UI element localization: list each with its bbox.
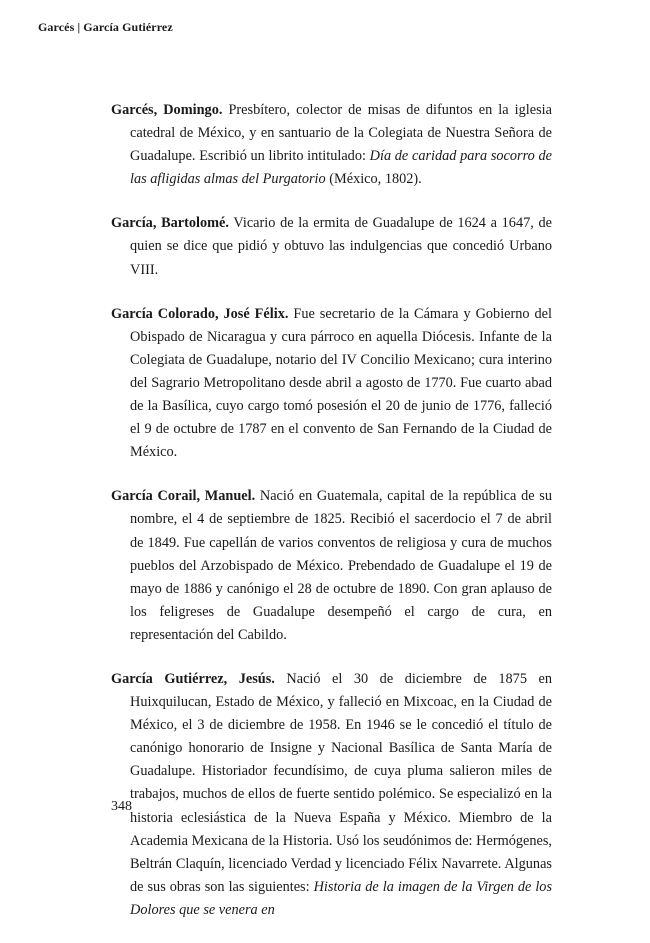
entry-headword: Garcés, Domingo. (111, 102, 223, 118)
entry-text: Fue secretario de la Cámara y Gobierno del Obispado de Nicaragua y cura párroco en aquella Diócesis. Infante de la Colegiata de Guadalupe, notario del IV Concilio Mexicano; cura interino del Sagrario Metropolitano desde abril a agosto de 1770. Fue cuarto abad de la Basílica, cuyo cargo tomó posesión el 20 de junio de 1776, falleció el 9 de octubre de 1787 en el convento de San Fernando de la Ciudad de México. (130, 305, 552, 461)
entry-text: Nació en Guatemala, capital de la república de su nombre, el 4 de septiembre de 1825. Recibió el sacerdocio el 7 de abril de 1849. Fue capellán de varios conventos de religiosa y cura de muchos pueblos del Arzobispado de México. Prebendado de Guadalupe el 19 de mayo de 1886 y canónigo el 28 de octubre de 1890. Con gran aplauso de los feligreses de Guadalupe desempeñó el cargo de cura, en representación del Cabildo. (130, 488, 552, 643)
entry-headword: García Corail, Manuel. (111, 488, 256, 505)
entry-headword: García Gutiérrez, Jesús. (111, 670, 275, 687)
entry-garcia-gutierrez (111, 668, 552, 922)
entry-headword: García, Bartolomé. (111, 215, 229, 232)
entry-garcia-colorado (111, 303, 552, 465)
entry-text: Nació el 30 de diciembre de 1875 en Huixquilucan, Estado de México, y falleció en Mixcoac, en la Ciudad de México, el 3 de diciembre de 1958. En 1946 se le concedió el título de canónigo honorario de Insigne y Nacional Basílica de Santa María de Guadalupe. Historiador fecundísimo, de cuya pluma salieron miles de trabajos, muchos de ellos de fuerte sentido polémico. Se especializó en la historia eclesiástica de la Nueva España y México. Miembro de la Academia Mexicana de la Historia. Usó los seudónimos de: Hermógenes, Beltrán Claquín, licenciado Verdad y licenciado Félix Navarrete. Algunas de sus obras son las siguientes: (130, 670, 552, 895)
entry-title-italic: Historia de la imagen de la Virgen de los Dolores que se venera en (130, 878, 553, 918)
entry-text: Presbítero, colector de misas de difuntos en la iglesia catedral de México, y en santuario de la Colegiata de Nuestra Señora de Guadalupe. Escribió un librito intitulado: (130, 102, 552, 165)
entry-garcia-bartolome (111, 212, 552, 281)
entry-headword: García Colorado, José Félix. (111, 305, 289, 322)
entry-text: Vicario de la ermita de Guadalupe de 1624 a 1647, de quien se dice que pidió y obtuvo las indulgencias que concedió Urbano VIII. (130, 215, 552, 278)
entry-garcia-corail (111, 485, 552, 647)
entries-list (111, 99, 552, 943)
page-number: 348 (111, 799, 132, 814)
entry-text-after: (México, 1802). (325, 171, 422, 188)
entry-title-italic: Día de caridad para socorro de las afligidas almas del Purgatorio (130, 148, 552, 188)
running-head: Garcés | García Gutiérrez (38, 20, 173, 34)
entry-garces-domingo (111, 99, 552, 191)
